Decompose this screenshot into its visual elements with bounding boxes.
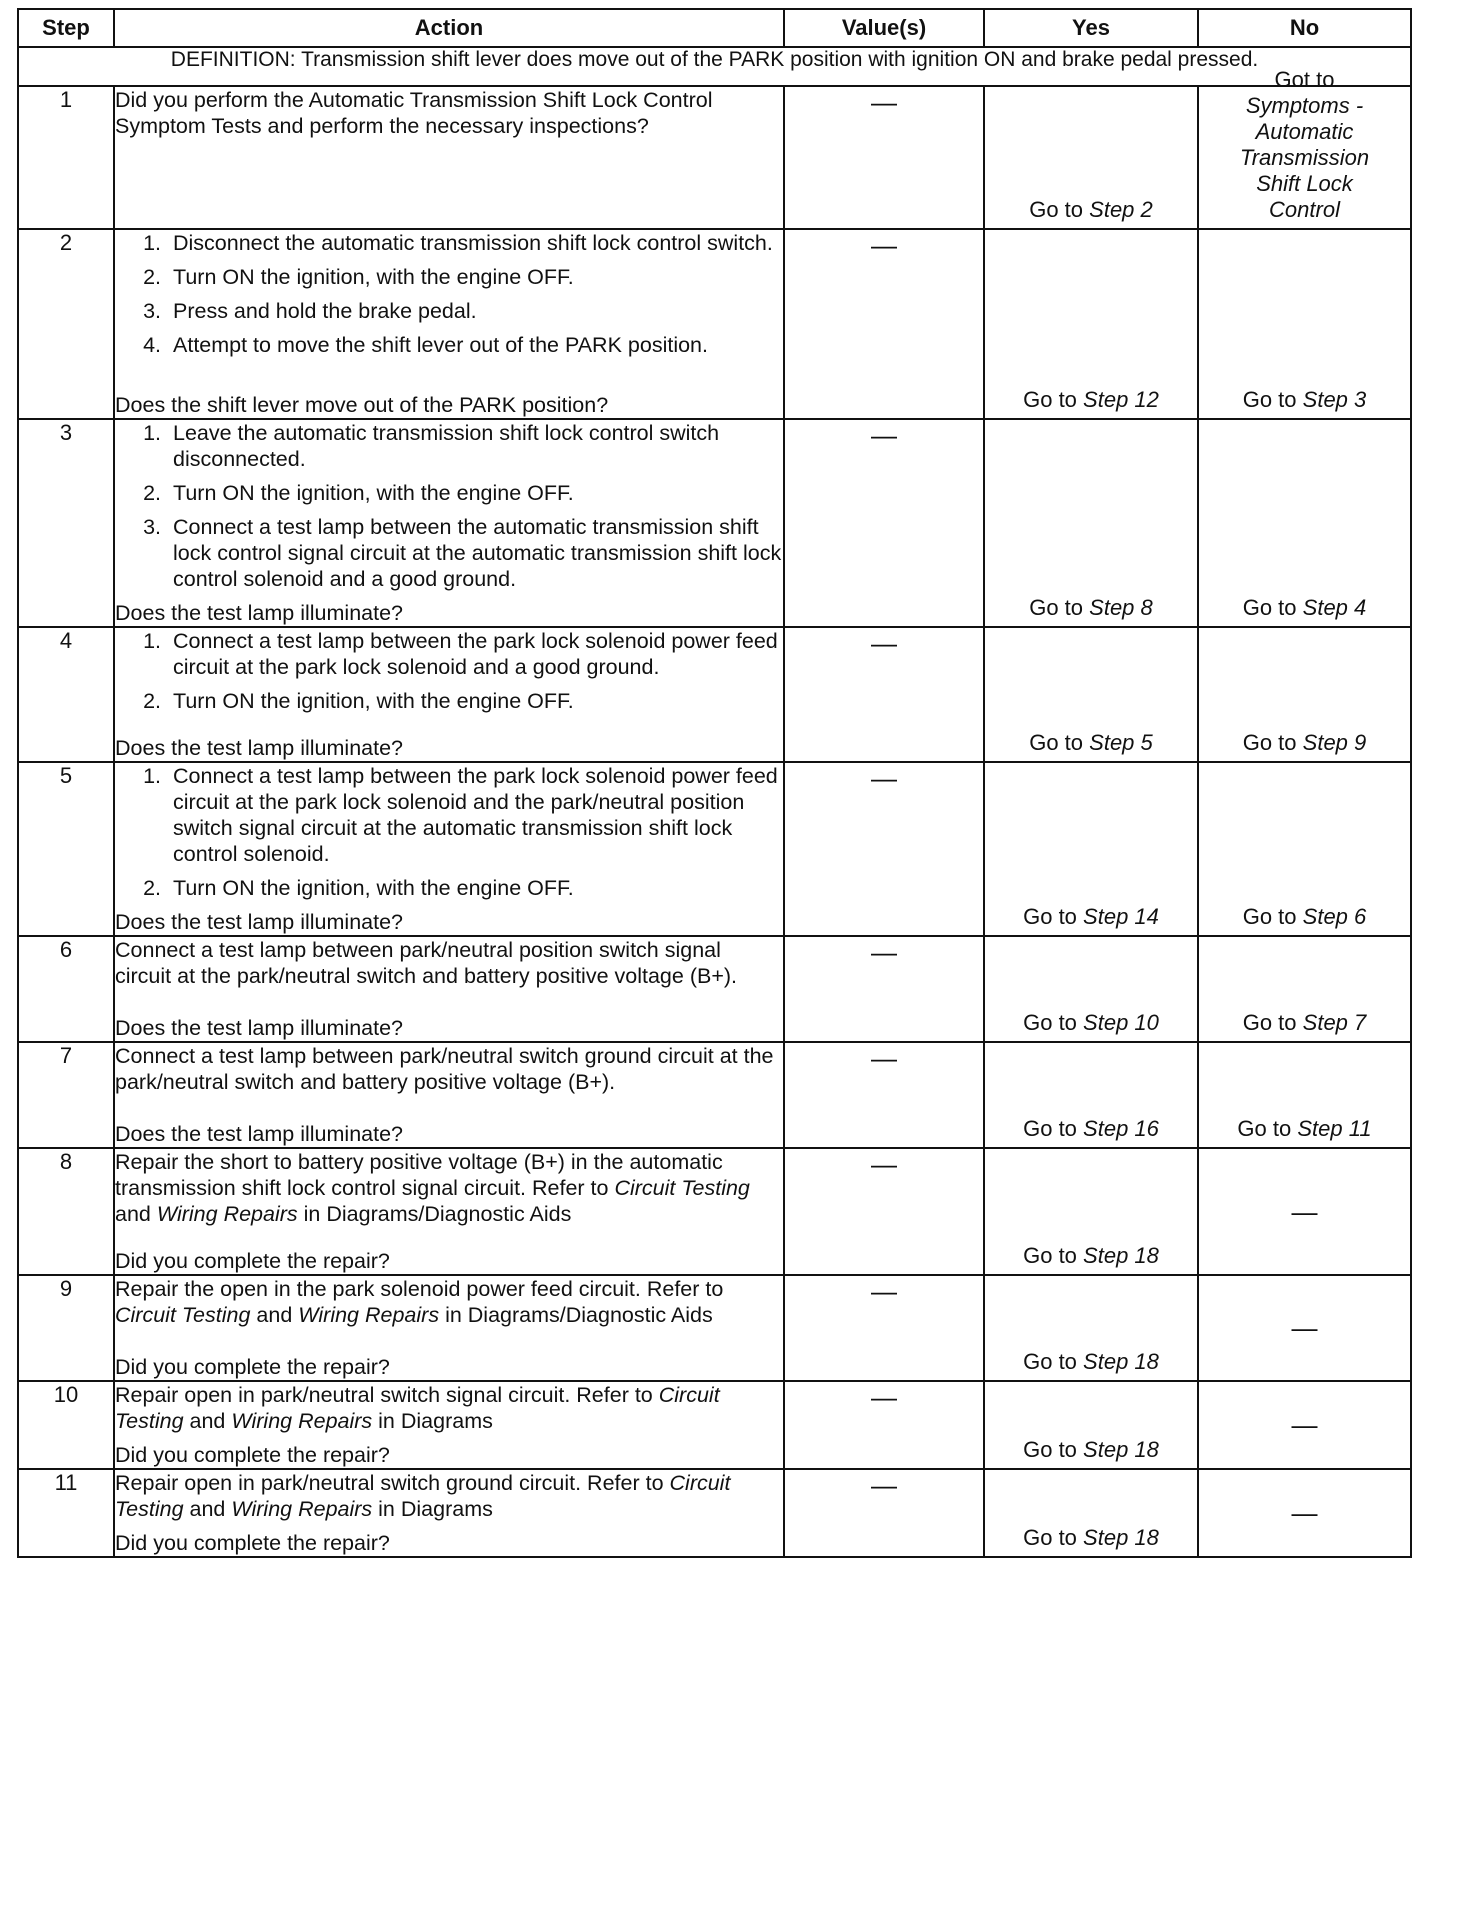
value-cell: —	[784, 762, 984, 936]
no-cell	[1198, 1275, 1411, 1381]
value-cell: —	[784, 419, 984, 627]
action-content	[115, 87, 783, 228]
circuit-testing-link: Circuit Testing	[614, 1176, 750, 1200]
no-goto	[1199, 730, 1410, 756]
goto-label: Go to	[1242, 387, 1297, 412]
header-action: Action	[114, 9, 784, 47]
no-goto	[1199, 595, 1410, 621]
action-steps	[115, 230, 783, 366]
yes-goto	[985, 904, 1197, 930]
table-row	[18, 1275, 1411, 1381]
yes-cell	[984, 1381, 1198, 1469]
action-step: 2. Turn ON the ignition, with the engine OFF.	[167, 688, 783, 714]
action-cell	[114, 1275, 784, 1381]
action-question: Does the test lamp illuminate?	[115, 910, 404, 934]
action-question: Does the test lamp illuminate?	[115, 1122, 404, 1146]
header-yes: Yes	[984, 9, 1198, 47]
action-content	[115, 1149, 783, 1274]
goto-step-link: Step 18	[1083, 1243, 1159, 1268]
value-cell: —	[784, 1042, 984, 1148]
preposition: in	[378, 1497, 395, 1521]
yes-goto	[985, 595, 1197, 621]
yes-goto	[985, 387, 1197, 413]
goto-label: Go to	[1029, 595, 1084, 620]
no-dash: —	[1291, 1497, 1318, 1528]
table-row	[18, 1042, 1411, 1148]
repair-lead: Repair open in park/neutral switch ground circuit. Refer to	[115, 1471, 664, 1495]
goto-step-link: Step 14	[1083, 904, 1159, 929]
no-cell	[1198, 1469, 1411, 1557]
no-cell	[1198, 627, 1411, 762]
goto-label: Go to	[1242, 730, 1297, 755]
conjunction: and	[256, 1303, 293, 1327]
no-goto	[1199, 904, 1410, 930]
action-steps	[115, 628, 783, 722]
goto-label: Go to	[1023, 1525, 1077, 1550]
yes-goto	[985, 1010, 1197, 1036]
step-number: 1	[18, 86, 114, 229]
action-content	[115, 1470, 783, 1556]
action-step: 2. Turn ON the ignition, with the engine OFF.	[167, 480, 783, 506]
action-text: Connect a test lamp between park/neutral position switch signal circuit at the park/neutral switch and battery positive voltage (B+).	[115, 938, 738, 988]
value-cell: —	[784, 627, 984, 762]
repair-text	[115, 1149, 783, 1227]
yes-goto	[985, 1437, 1197, 1463]
preposition: in	[445, 1303, 462, 1327]
action-step: 2. Turn ON the ignition, with the engine OFF.	[167, 875, 783, 901]
yes-cell	[984, 86, 1198, 229]
no-goto	[1199, 1116, 1410, 1142]
value-cell: —	[784, 1381, 984, 1469]
goto-label: Go to	[1242, 595, 1297, 620]
action-content	[115, 1382, 783, 1468]
action-cell	[114, 627, 784, 762]
yes-goto	[985, 1525, 1197, 1551]
value-cell: —	[784, 1275, 984, 1381]
action-text: Did you perform the Automatic Transmission Shift Lock Control Symptom Tests and perform the necessary inspections?	[115, 88, 713, 138]
action-steps	[115, 763, 783, 909]
no-cell	[1198, 419, 1411, 627]
goto-label: Go to	[1023, 1437, 1077, 1462]
goto-label: Go to	[1242, 1010, 1297, 1035]
action-question: Did you complete the repair?	[115, 1355, 390, 1379]
step-number: 4	[18, 627, 114, 762]
no-cell	[1198, 1381, 1411, 1469]
conjunction: and	[115, 1202, 151, 1226]
reference-tail: Diagrams	[400, 1409, 493, 1433]
table-row	[18, 1381, 1411, 1469]
wiring-repairs-link: Wiring Repairs	[156, 1202, 298, 1226]
no-cell	[1198, 762, 1411, 936]
action-question: Does the test lamp illuminate?	[115, 601, 404, 625]
diagnostic-table	[17, 8, 1412, 1558]
goto-step-link: Step 18	[1083, 1525, 1159, 1550]
action-content	[115, 230, 783, 418]
no-goto	[1199, 1010, 1410, 1036]
circuit-testing-link: Circuit Testing	[115, 1303, 251, 1327]
yes-cell	[984, 1469, 1198, 1557]
action-content	[115, 628, 783, 761]
header-no: No	[1198, 9, 1411, 47]
no-reference-line: Transmission	[1239, 145, 1370, 170]
goto-label: Go to	[1023, 1243, 1077, 1268]
goto-step-link: Step 9	[1302, 730, 1367, 755]
yes-cell	[984, 936, 1198, 1042]
header-row	[18, 9, 1411, 47]
goto-label: Go to	[1023, 1116, 1077, 1141]
value-cell: —	[784, 86, 984, 229]
goto-label: Go to	[1023, 1349, 1077, 1374]
yes-cell	[984, 762, 1198, 936]
yes-cell	[984, 1148, 1198, 1275]
step-number: 8	[18, 1148, 114, 1275]
circuit-testing-link: Circuit Testing	[115, 1471, 731, 1521]
action-content	[115, 420, 783, 626]
step-number: 3	[18, 419, 114, 627]
goto-step-link: Step 10	[1083, 1010, 1159, 1035]
value-cell: —	[784, 936, 984, 1042]
action-content	[115, 1043, 783, 1147]
table-row	[18, 229, 1411, 419]
header-step: Step	[18, 9, 114, 47]
preposition: in	[378, 1409, 395, 1433]
yes-cell	[984, 627, 1198, 762]
reference-tail: Diagrams/Diagnostic Aids	[467, 1303, 713, 1327]
reference-tail: Diagrams	[400, 1497, 493, 1521]
goto-step-link: Step 18	[1083, 1437, 1159, 1462]
yes-goto	[985, 1349, 1197, 1375]
definition-text: DEFINITION: Transmission shift lever does move out of the PARK position with ignition ON and brake pedal pressed.	[18, 47, 1411, 86]
action-step: 1. Disconnect the automatic transmission shift lock control switch.	[167, 230, 783, 256]
action-step: 4. Attempt to move the shift lever out of the PARK position.	[167, 332, 783, 358]
no-dash: —	[1291, 1409, 1318, 1440]
repair-lead: Repair the short to battery positive voltage (B+) in the automatic transmission shift lock control signal circuit. Refer to	[115, 1150, 723, 1200]
conjunction: and	[189, 1497, 226, 1521]
goto-step-link: Step 5	[1089, 730, 1153, 755]
goto-step-link: Step 7	[1302, 1010, 1367, 1035]
goto-step-link: Step 18	[1083, 1349, 1159, 1374]
action-cell	[114, 1469, 784, 1557]
no-dash: —	[1291, 1312, 1318, 1343]
no-dash: —	[1291, 1196, 1318, 1226]
wiring-repairs-link: Wiring Repairs	[231, 1409, 373, 1433]
table-row	[18, 936, 1411, 1042]
action-steps	[115, 420, 783, 600]
yes-goto	[985, 1116, 1197, 1142]
wiring-repairs-link: Wiring Repairs	[231, 1497, 373, 1521]
action-step: 1. Connect a test lamp between the park lock solenoid power feed circuit at the park lock solenoid and a good ground.	[167, 628, 783, 680]
action-cell	[114, 936, 784, 1042]
goto-label: Go to	[1242, 904, 1297, 929]
action-cell	[114, 419, 784, 627]
table-row	[18, 1469, 1411, 1557]
no-cell	[1198, 1042, 1411, 1148]
action-cell	[114, 762, 784, 936]
header-values: Value(s)	[784, 9, 984, 47]
goto-step-link: Step 8	[1089, 595, 1153, 620]
no-reference-line: Got to	[1274, 67, 1335, 92]
table-row	[18, 1148, 1411, 1275]
action-question: Does the test lamp illuminate?	[115, 1016, 404, 1040]
step-number: 11	[18, 1469, 114, 1557]
action-content	[115, 937, 783, 1041]
no-cell	[1198, 1148, 1411, 1275]
action-cell	[114, 229, 784, 419]
goto-step-link: Step 11	[1297, 1116, 1372, 1141]
action-step: 3. Press and hold the brake pedal.	[167, 298, 783, 324]
action-cell	[114, 1381, 784, 1469]
goto-step-link: Step 16	[1083, 1116, 1159, 1141]
yes-cell	[984, 1042, 1198, 1148]
no-reference-line: Automatic	[1255, 119, 1354, 144]
action-question: Does the shift lever move out of the PARK position?	[115, 393, 609, 417]
action-cell	[114, 1042, 784, 1148]
step-number: 5	[18, 762, 114, 936]
action-text: Connect a test lamp between park/neutral switch ground circuit at the park/neutral switch and battery positive voltage (B+).	[115, 1044, 774, 1094]
yes-cell	[984, 229, 1198, 419]
repair-lead: Repair open in park/neutral switch signal circuit. Refer to	[115, 1383, 653, 1407]
no-cell	[1198, 229, 1411, 419]
repair-text	[115, 1470, 783, 1522]
action-question: Did you complete the repair?	[115, 1531, 390, 1555]
repair-text	[115, 1276, 783, 1328]
goto-label: Go to	[1023, 1010, 1077, 1035]
step-number: 2	[18, 229, 114, 419]
goto-step-link: Step 4	[1302, 595, 1367, 620]
action-step: 1. Connect a test lamp between the park lock solenoid power feed circuit at the park lock solenoid and the park/neutral position switch signal circuit at the automatic transmission shift lock control solenoid.	[167, 763, 783, 867]
wiring-repairs-link: Wiring Repairs	[298, 1303, 440, 1327]
yes-goto	[985, 197, 1197, 223]
goto-label: Go to	[1023, 387, 1077, 412]
table-row	[18, 762, 1411, 936]
action-cell	[114, 1148, 784, 1275]
action-question: Does the test lamp illuminate?	[115, 736, 404, 760]
step-number: 9	[18, 1275, 114, 1381]
goto-step-link: Step 12	[1083, 387, 1159, 412]
action-step: 3. Connect a test lamp between the automatic transmission shift lock control signal circuit at the automatic transmission shift lock control solenoid and a good ground.	[167, 514, 783, 592]
value-cell: —	[784, 1469, 984, 1557]
step-number: 7	[18, 1042, 114, 1148]
no-reference-line: Symptoms -	[1245, 93, 1364, 118]
action-step: 2. Turn ON the ignition, with the engine OFF.	[167, 264, 783, 290]
no-cell	[1198, 936, 1411, 1042]
goto-label: Go to	[1029, 730, 1084, 755]
action-content	[115, 763, 783, 935]
goto-label: Go to	[1023, 904, 1077, 929]
no-cell	[1198, 67, 1411, 229]
goto-step-link: Step 2	[1089, 197, 1153, 222]
action-cell	[114, 86, 784, 229]
reference-tail: Diagrams/Diagnostic Aids	[326, 1202, 572, 1226]
conjunction: and	[189, 1409, 226, 1433]
action-question: Did you complete the repair?	[115, 1443, 390, 1467]
step-number: 10	[18, 1381, 114, 1469]
action-content	[115, 1276, 783, 1380]
yes-cell	[984, 1275, 1198, 1381]
action-question: Did you complete the repair?	[115, 1249, 390, 1273]
table-row	[18, 86, 1411, 229]
yes-cell	[984, 419, 1198, 627]
step-number: 6	[18, 936, 114, 1042]
action-step: 1. Leave the automatic transmission shift lock control switch disconnected.	[167, 420, 783, 472]
repair-lead: Repair the open in the park solenoid power feed circuit. Refer to	[115, 1277, 724, 1301]
repair-text	[115, 1382, 783, 1434]
goto-step-link: Step 6	[1302, 904, 1367, 929]
yes-goto	[985, 1243, 1197, 1269]
preposition: in	[303, 1202, 321, 1226]
no-reference-line: Shift Lock	[1256, 171, 1353, 196]
no-reference-line: Control	[1269, 197, 1340, 222]
no-symptoms-reference	[1199, 67, 1410, 223]
table-row	[18, 627, 1411, 762]
goto-label: Go to	[1029, 197, 1084, 222]
value-cell: —	[784, 229, 984, 419]
no-goto	[1199, 387, 1410, 413]
yes-goto	[985, 730, 1197, 756]
goto-step-link: Step 3	[1302, 387, 1367, 412]
circuit-testing-link: Circuit Testing	[115, 1383, 720, 1433]
diagnostic-page	[17, 8, 1410, 1558]
goto-label: Go to	[1237, 1116, 1292, 1141]
value-cell: —	[784, 1148, 984, 1275]
table-row	[18, 419, 1411, 627]
